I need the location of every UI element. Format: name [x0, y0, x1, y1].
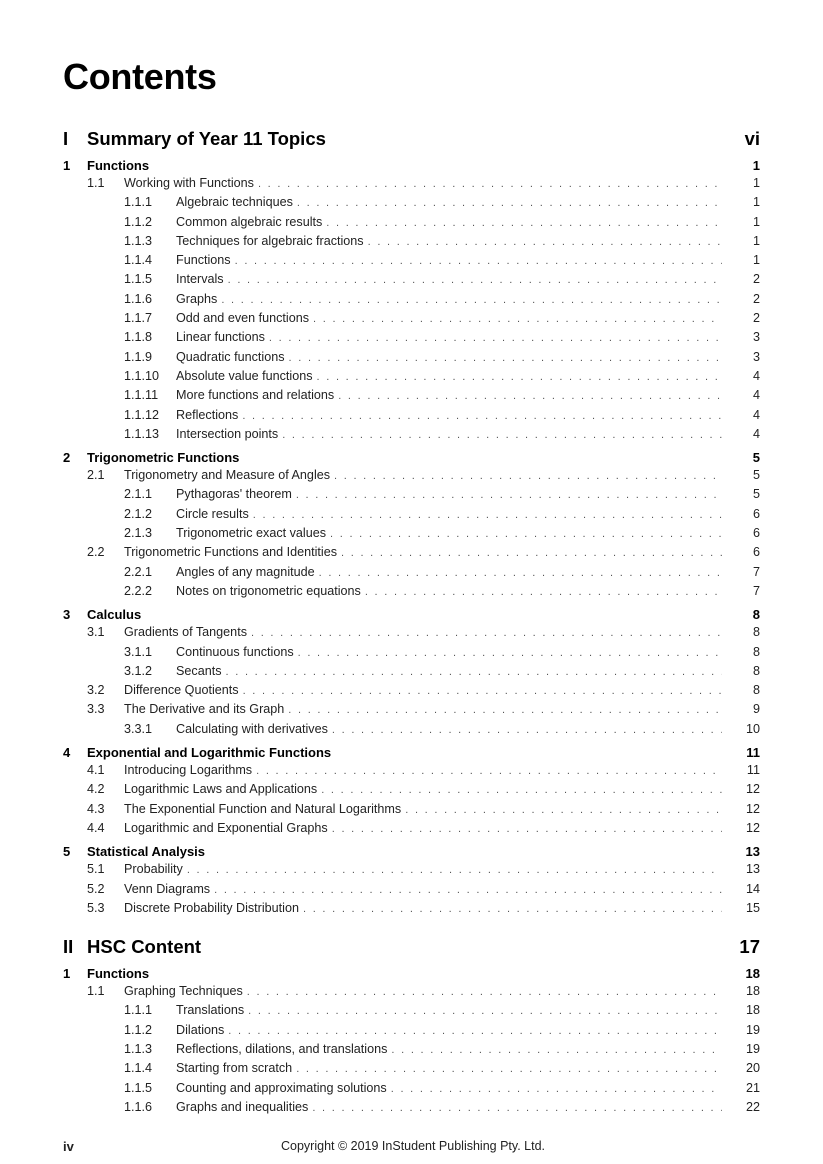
toc-subsection[interactable] — [63, 1100, 760, 1119]
part-number: II — [63, 936, 74, 958]
toc-part[interactable] — [63, 936, 760, 962]
section-title[interactable]: Working with Functions — [124, 176, 254, 190]
section-title[interactable]: Introducing Logarithms — [124, 763, 253, 778]
chapter-page: 1 — [752, 158, 760, 173]
subsection-title[interactable]: Continuous functions — [176, 644, 294, 659]
subsection-title[interactable]: Counting and approximating solutions — [176, 1080, 387, 1095]
toc-section[interactable] — [63, 862, 760, 881]
leader-dots — [296, 489, 722, 501]
chapter-page: 18 — [745, 966, 760, 982]
section-title[interactable]: Difference Quotients — [124, 683, 239, 698]
toc-subsection[interactable] — [63, 1003, 760, 1022]
page-number: iv — [63, 1139, 74, 1154]
toc-subsection[interactable] — [63, 1023, 760, 1042]
section-page: 11 — [746, 763, 760, 778]
subsection-number: 2.2.2 — [124, 583, 153, 598]
leader-dots — [303, 903, 722, 915]
subsection-page: 7 — [752, 564, 760, 579]
subsection-page: 3 — [752, 330, 760, 345]
toc-subsection[interactable] — [63, 330, 760, 349]
leader-dots — [226, 666, 722, 678]
subsection-title[interactable]: Graphs and inequalities — [176, 1099, 309, 1114]
toc-subsection[interactable] — [63, 1081, 760, 1100]
section-number: 4.1 — [87, 763, 105, 778]
chapter-page: 13 — [745, 844, 760, 860]
section-title[interactable]: Graphing Techniques — [124, 984, 243, 999]
section-number: 2.2 — [87, 545, 105, 560]
subsection-page: 2 — [752, 291, 760, 306]
toc-section[interactable] — [63, 702, 760, 721]
toc-section[interactable] — [63, 176, 760, 195]
chapter-page: 5 — [752, 450, 760, 466]
section-title[interactable]: Gradients of Tangents — [124, 625, 247, 640]
subsection-number: 1.1.3 — [124, 1041, 153, 1056]
subsection-number: 1.1.4 — [124, 253, 153, 268]
table-of-contents — [63, 128, 760, 1119]
section-page: 12 — [745, 820, 760, 835]
leader-dots — [248, 1005, 722, 1017]
copyright-notice: Copyright © 2019 InStudent Publishing Pty. Ltd. — [281, 1139, 546, 1153]
chapter-title[interactable]: Trigonometric Functions — [87, 450, 240, 466]
leader-dots — [235, 255, 722, 267]
section-page: 5 — [752, 468, 760, 483]
leader-dots — [341, 547, 722, 559]
section-number: 2.1 — [87, 468, 105, 483]
subsection-number: 3.1.2 — [124, 663, 153, 678]
part-title[interactable]: Summary of Year 11 Topics — [87, 128, 326, 149]
subsection-title[interactable]: Angles of any magnitude — [176, 564, 315, 579]
leader-dots — [338, 390, 722, 402]
part-page: vi — [744, 128, 760, 149]
chapter-number: 5 — [63, 844, 71, 860]
chapter-number: 1 — [63, 966, 71, 982]
toc-subsection[interactable] — [63, 253, 760, 272]
leader-dots — [391, 1083, 722, 1095]
section-page: 13 — [745, 862, 760, 877]
leader-dots — [253, 509, 722, 521]
subsection-title[interactable]: Dilations — [176, 1022, 225, 1037]
toc-chapter[interactable] — [63, 450, 760, 468]
subsection-title[interactable]: Reflections — [176, 407, 239, 422]
subsection-title[interactable]: Algebraic techniques — [176, 195, 293, 210]
toc-subsection[interactable] — [63, 408, 760, 427]
subsection-page: 5 — [752, 487, 760, 502]
toc-section[interactable] — [63, 821, 760, 840]
section-number: 3.3 — [87, 702, 105, 717]
section-page: 1 — [752, 176, 760, 190]
toc-subsection[interactable] — [63, 292, 760, 311]
subsection-page: 1 — [752, 233, 760, 248]
section-number: 5.3 — [87, 900, 105, 915]
subsection-title[interactable]: Intersection points — [176, 426, 279, 441]
leader-dots — [368, 236, 722, 248]
leader-dots — [288, 704, 722, 716]
leader-dots — [221, 294, 722, 306]
toc-section[interactable] — [63, 468, 760, 487]
subsection-page: 4 — [752, 407, 760, 422]
section-page: 8 — [752, 625, 760, 640]
subsection-number: 1.1.8 — [124, 330, 153, 345]
subsection-number: 3.3.1 — [124, 721, 153, 736]
leader-dots — [282, 429, 722, 441]
toc-section[interactable] — [63, 882, 760, 901]
subsection-number: 1.1.5 — [124, 272, 153, 287]
subsection-title[interactable]: Functions — [176, 253, 231, 268]
leader-dots — [258, 178, 722, 190]
section-title[interactable]: Venn Diagrams — [124, 881, 211, 896]
section-page: 12 — [745, 801, 760, 816]
leader-dots — [289, 352, 722, 364]
section-page: 6 — [752, 545, 760, 560]
subsection-page: 6 — [752, 506, 760, 521]
section-title[interactable]: Logarithmic Laws and Applications — [124, 782, 318, 797]
subsection-title[interactable]: Calculating with derivatives — [176, 721, 328, 736]
chapter-title[interactable]: Exponential and Logarithmic Functions — [87, 745, 332, 761]
leader-dots — [214, 884, 722, 896]
subsection-number: 1.1.4 — [124, 1061, 153, 1076]
subsection-page: 20 — [745, 1061, 760, 1076]
leader-dots — [297, 197, 722, 209]
toc-subsection[interactable] — [63, 350, 760, 369]
toc-subsection[interactable] — [63, 195, 760, 214]
leader-dots — [312, 1102, 722, 1114]
leader-dots — [365, 586, 722, 598]
subsection-page: 10 — [745, 721, 760, 736]
toc-subsection[interactable] — [63, 1061, 760, 1080]
toc-subsection[interactable] — [63, 369, 760, 388]
chapter-number: 4 — [63, 745, 71, 761]
subsection-number: 1.1.6 — [124, 1099, 153, 1114]
toc-subsection[interactable] — [63, 388, 760, 407]
section-number: 4.4 — [87, 820, 105, 835]
leader-dots — [317, 371, 722, 383]
subsection-number: 1.1.10 — [124, 368, 160, 383]
toc-subsection[interactable] — [63, 1042, 760, 1061]
subsection-page: 6 — [752, 526, 760, 541]
subsection-page: 19 — [745, 1022, 760, 1037]
subsection-title[interactable]: Graphs — [176, 291, 218, 306]
toc-subsection[interactable] — [63, 526, 760, 545]
toc-section[interactable] — [63, 545, 760, 564]
subsection-number: 1.1.5 — [124, 1080, 153, 1095]
leader-dots — [251, 627, 722, 639]
subsection-number: 1.1.6 — [124, 291, 153, 306]
subsection-page: 2 — [752, 311, 760, 326]
section-page: 14 — [745, 881, 760, 896]
subsection-title[interactable]: Quadratic functions — [176, 349, 285, 364]
section-page: 9 — [752, 702, 760, 717]
subsection-title[interactable]: Linear functions — [176, 330, 265, 345]
leader-dots — [269, 332, 722, 344]
toc-subsection[interactable] — [63, 487, 760, 506]
toc-chapter[interactable] — [63, 158, 760, 176]
section-title[interactable]: Discrete Probability Distribution — [124, 900, 299, 915]
subsection-page: 4 — [752, 368, 760, 383]
toc-subsection[interactable] — [63, 427, 760, 446]
section-title[interactable]: Trigonometry and Measure of Angles — [124, 468, 331, 483]
leader-dots — [326, 217, 722, 229]
toc-subsection[interactable] — [63, 311, 760, 330]
subsection-title[interactable]: Starting from scratch — [176, 1061, 293, 1076]
subsection-title[interactable]: Pythagoras' theorem — [176, 487, 292, 502]
toc-chapter[interactable] — [63, 745, 760, 763]
chapter-page: 11 — [746, 745, 760, 761]
section-number: 5.2 — [87, 881, 105, 896]
subsection-page: 18 — [745, 1003, 760, 1018]
leader-dots — [256, 765, 722, 777]
subsection-number: 1.1.11 — [124, 388, 159, 403]
leader-dots — [296, 1063, 722, 1075]
page-title: Contents — [63, 56, 217, 97]
subsection-page: 2 — [752, 272, 760, 287]
toc-chapter[interactable] — [63, 966, 760, 984]
toc-section[interactable] — [63, 802, 760, 821]
subsection-title[interactable]: Secants — [176, 663, 222, 678]
subsection-page: 4 — [752, 388, 760, 403]
section-number: 1.1 — [87, 176, 105, 190]
toc-subsection[interactable] — [63, 234, 760, 253]
section-number: 3.1 — [87, 625, 105, 640]
subsection-number: 1.1.9 — [124, 349, 153, 364]
leader-dots — [391, 1044, 722, 1056]
section-title[interactable]: Trigonometric Functions and Identities — [124, 545, 338, 560]
subsection-number: 1.1.13 — [124, 426, 160, 441]
leader-dots — [187, 864, 722, 876]
toc-subsection[interactable] — [63, 664, 760, 683]
subsection-page: 21 — [745, 1080, 760, 1095]
toc-section[interactable] — [63, 901, 760, 920]
part-number: I — [63, 128, 69, 149]
section-title[interactable]: The Exponential Function and Natural Logarithms — [124, 801, 402, 816]
toc-section[interactable] — [63, 763, 760, 782]
chapter-title[interactable]: Calculus — [87, 607, 142, 623]
subsection-title[interactable]: Odd and even functions — [176, 311, 310, 326]
subsection-page: 4 — [752, 426, 760, 441]
subsection-number: 2.1.3 — [124, 526, 153, 541]
subsection-number: 2.1.1 — [124, 487, 153, 502]
chapter-number: 1 — [63, 158, 71, 173]
toc-subsection[interactable] — [63, 722, 760, 741]
toc-subsection[interactable] — [63, 215, 760, 234]
subsection-number: 1.1.1 — [124, 1003, 153, 1018]
leader-dots — [298, 647, 722, 659]
leader-dots — [332, 823, 722, 835]
toc-chapter[interactable] — [63, 844, 760, 862]
toc-section[interactable] — [63, 782, 760, 801]
leader-dots — [228, 1025, 722, 1037]
toc-subsection[interactable] — [63, 272, 760, 291]
leader-dots — [321, 784, 722, 796]
leader-dots — [405, 804, 722, 816]
subsection-title[interactable]: Techniques for algebraic fractions — [176, 233, 364, 248]
toc-part[interactable] — [63, 128, 760, 154]
chapter-page: 8 — [752, 607, 760, 623]
toc-section[interactable] — [63, 625, 760, 644]
subsection-number: 1.1.7 — [124, 311, 153, 326]
subsection-page: 8 — [752, 663, 760, 678]
subsection-page: 8 — [752, 644, 760, 659]
section-number: 3.2 — [87, 683, 105, 698]
chapter-title[interactable]: Functions — [87, 158, 150, 173]
chapter-number: 2 — [63, 450, 71, 466]
subsection-page: 1 — [752, 195, 760, 210]
leader-dots — [332, 724, 722, 736]
section-number: 4.2 — [87, 782, 105, 797]
section-title[interactable]: The Derivative and its Graph — [124, 702, 285, 717]
part-title[interactable]: HSC Content — [87, 936, 202, 958]
subsection-page: 19 — [745, 1041, 760, 1056]
subsection-number: 2.1.2 — [124, 506, 153, 521]
subsection-page: 3 — [752, 349, 760, 364]
subsection-number: 1.1.3 — [124, 233, 153, 248]
section-number: 1.1 — [87, 984, 105, 999]
subsection-title[interactable]: Trigonometric exact values — [176, 526, 327, 541]
section-page: 8 — [752, 683, 760, 698]
subsection-title[interactable]: Circle results — [176, 506, 249, 521]
toc-section[interactable] — [63, 683, 760, 702]
subsection-page: 7 — [752, 583, 760, 598]
subsection-title[interactable]: Notes on trigonometric equations — [176, 583, 361, 598]
section-page: 15 — [745, 900, 760, 915]
subsection-title[interactable]: Absolute value functions — [176, 368, 313, 383]
toc-subsection[interactable] — [63, 507, 760, 526]
leader-dots — [228, 274, 722, 286]
subsection-page: 1 — [752, 253, 760, 268]
chapter-title[interactable]: Functions — [87, 966, 150, 982]
leader-dots — [242, 410, 722, 422]
subsection-page: 1 — [752, 214, 760, 229]
leader-dots — [247, 986, 722, 998]
subsection-number: 1.1.1 — [124, 195, 153, 210]
subsection-number: 3.1.1 — [124, 644, 153, 659]
section-title[interactable]: Probability — [124, 862, 183, 877]
chapter-number: 3 — [63, 607, 71, 623]
leader-dots — [334, 470, 722, 482]
leader-dots — [319, 567, 722, 579]
toc-section[interactable] — [63, 984, 760, 1003]
section-page: 18 — [745, 984, 760, 999]
subsection-page: 22 — [745, 1099, 760, 1114]
toc-subsection[interactable] — [63, 584, 760, 603]
chapter-title[interactable]: Statistical Analysis — [87, 844, 206, 860]
leader-dots — [313, 313, 722, 325]
subsection-title[interactable]: Translations — [176, 1003, 245, 1018]
subsection-number: 1.1.12 — [124, 407, 160, 422]
subsection-number: 1.1.2 — [124, 1022, 153, 1037]
subsection-title[interactable]: Reflections, dilations, and translations — [176, 1041, 388, 1056]
toc-chapter[interactable] — [63, 607, 760, 625]
subsection-title[interactable]: Common algebraic results — [176, 214, 323, 229]
subsection-number: 1.1.2 — [124, 214, 153, 229]
toc-subsection[interactable] — [63, 645, 760, 664]
section-page: 12 — [745, 782, 760, 797]
subsection-number: 2.2.1 — [124, 564, 153, 579]
leader-dots — [243, 685, 722, 697]
leader-dots — [330, 528, 722, 540]
subsection-title[interactable]: Intervals — [176, 272, 224, 287]
section-number: 5.1 — [87, 862, 105, 877]
section-number: 4.3 — [87, 801, 105, 816]
toc-subsection[interactable] — [63, 565, 760, 584]
subsection-title[interactable]: More functions and relations — [176, 388, 335, 403]
section-title[interactable]: Logarithmic and Exponential Graphs — [124, 820, 328, 835]
part-page: 17 — [739, 936, 760, 958]
